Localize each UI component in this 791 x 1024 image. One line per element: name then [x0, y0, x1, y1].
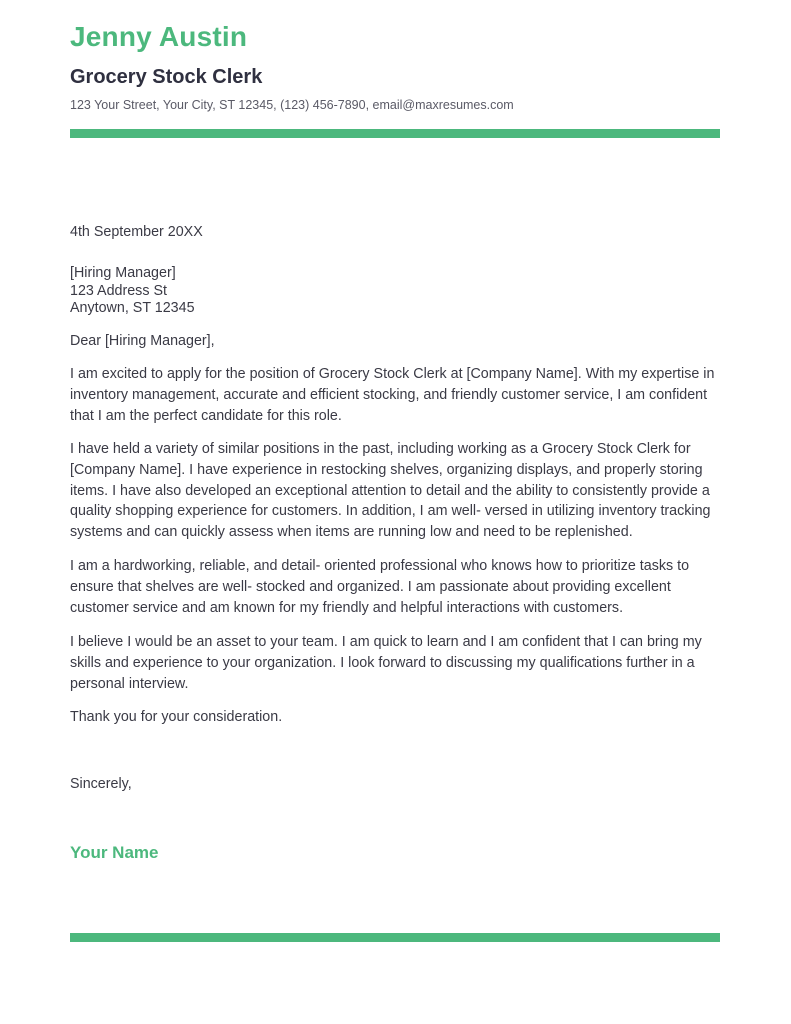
body-paragraph-1: I am excited to apply for the position of Grocery Stock Clerk at [Company Name]. With my expertise in inventory management, accurate and efficient stocking, and friendly customer service, I am confident that I am the perfect candidate for this role.: [70, 366, 715, 424]
letter-date: 4th September 20XX: [70, 224, 203, 240]
header-divider: [70, 129, 720, 138]
recipient-city: Anytown, ST 12345: [70, 300, 195, 316]
contact-info: 123 Your Street, Your City, ST 12345, (123) 456-7890, email@maxresumes.com: [70, 98, 514, 112]
recipient-address: [70, 265, 720, 318]
body-paragraph-4: I believe I would be an asset to your team. I am quick to learn and I am confident that I can bring my skills and experience to your organization. I look forward to discussing my qualifications further in a personal interview.: [70, 634, 702, 692]
signature-name: Your Name: [70, 843, 159, 862]
body-paragraph-5: Thank you for your consideration.: [70, 709, 283, 725]
recipient-name: [Hiring Manager]: [70, 265, 176, 281]
salutation: Dear [Hiring Manager],: [70, 333, 215, 349]
body-paragraph-2: I have held a variety of similar positions in the past, including working as a Grocery Stock Clerk for [Company Name]. I have experience in restocking shelves, organizing displays, and properly storing items. I have also developed an exceptional attention to detail and the ability to consistently provide a quality shopping experience for customers. In addition, I am well- versed in utilizing inventory tracking systems and can quickly assess when items are running low and need to be replenished.: [70, 441, 711, 541]
recipient-street: 123 Address St: [70, 282, 167, 299]
closing: Sincerely,: [70, 776, 132, 792]
job-title: Grocery Stock Clerk: [70, 66, 263, 88]
applicant-name: Jenny Austin: [70, 21, 248, 52]
footer-divider: [70, 933, 720, 942]
body-paragraph-3: I am a hardworking, reliable, and detail- oriented professional who knows how to prioritize tasks to ensure that shelves are well- stocked and organized. I am passionate about providing excellent customer service and am known for my friendly and helpful interactions with customers.: [70, 558, 690, 616]
